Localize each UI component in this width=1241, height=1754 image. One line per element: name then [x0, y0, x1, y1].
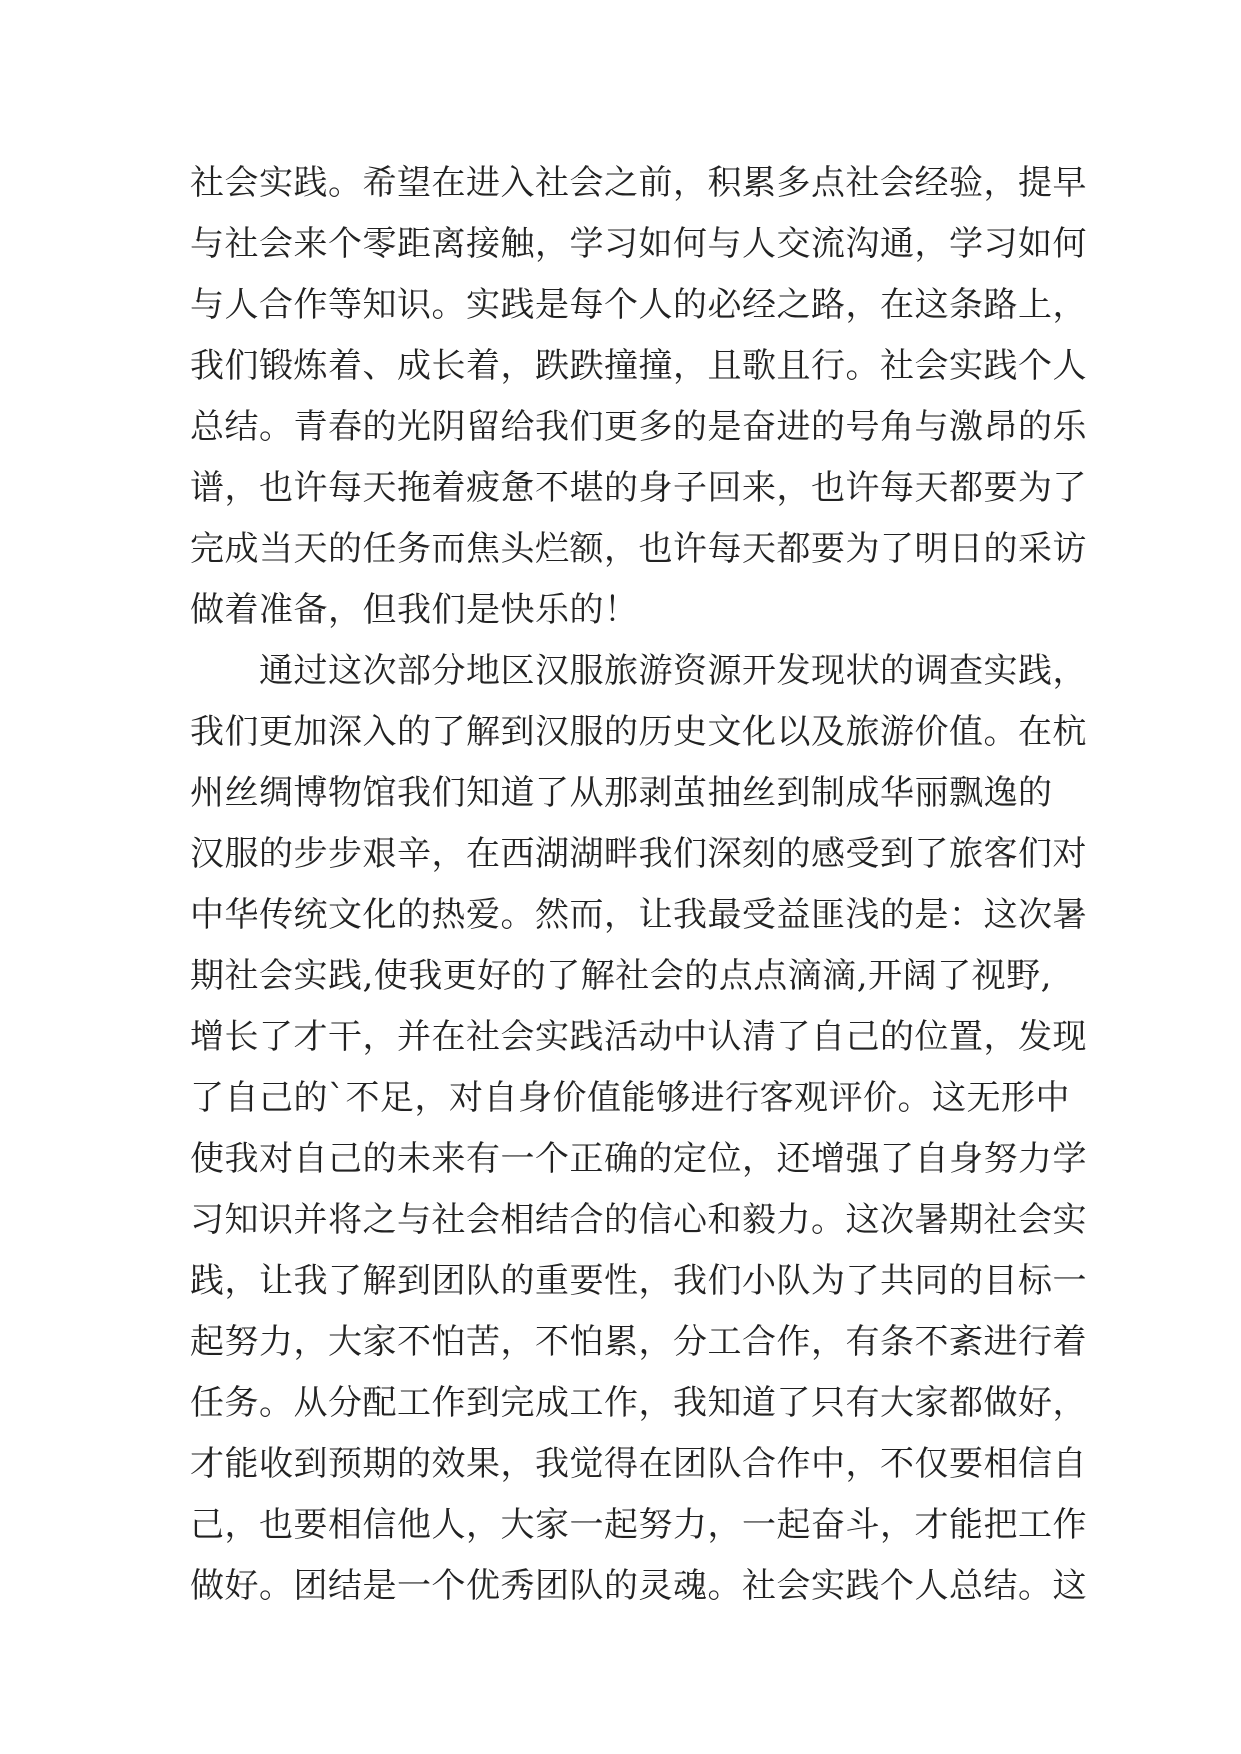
text-line: 增长了才干，并在社会实践活动中认清了自己的位置，发现	[190, 1017, 1087, 1057]
text-line: 与人合作等知识。实践是每个人的必经之路，在这条路上，	[190, 285, 1087, 325]
text-line: 做好。团结是一个优秀团队的灵魂。社会实践个人总结。这	[190, 1566, 1087, 1606]
text-line: 与社会来个零距离接触，学习如何与人交流沟通，学习如何	[190, 224, 1087, 264]
text-line: 我们锻炼着、成长着，跌跌撞撞，且歌且行。社会实践个人	[190, 346, 1087, 386]
text-line: 谱，也许每天拖着疲惫不堪的身子回来，也许每天都要为了	[190, 468, 1087, 508]
text-line: 社会实践。希望在进入社会之前，积累多点社会经验，提早	[190, 163, 1087, 203]
text-line: 期社会实践,使我更好的了解社会的点点滴滴,开阔了视野,	[190, 956, 1052, 996]
text-line: 我们更加深入的了解到汉服的历史文化以及旅游价值。在杭	[190, 712, 1087, 752]
text-line: 汉服的步步艰辛，在西湖湖畔我们深刻的感受到了旅客们对	[190, 834, 1087, 874]
text-line: 中华传统文化的热爱。然而，让我最受益匪浅的是：这次暑	[190, 895, 1087, 935]
document-body	[190, 153, 1087, 1617]
text-line: 通过这次部分地区汉服旅游资源开发现状的调查实践，	[190, 651, 1087, 691]
text-line: 完成当天的任务而焦头烂额，也许每天都要为了明日的采访	[190, 529, 1087, 569]
text-line: 州丝绸博物馆我们知道了从那剥茧抽丝到制成华丽飘逸的	[190, 773, 1053, 813]
text-line: 习知识并将之与社会相结合的信心和毅力。这次暑期社会实	[190, 1200, 1087, 1240]
text-line: 践，让我了解到团队的重要性，我们小队为了共同的目标一	[190, 1261, 1087, 1301]
text-line: 起努力，大家不怕苦，不怕累，分工合作，有条不紊进行着	[190, 1322, 1087, 1362]
text-line: 做着准备，但我们是快乐的！	[190, 590, 639, 630]
text-line: 才能收到预期的效果，我觉得在团队合作中，不仅要相信自	[190, 1444, 1087, 1484]
text-line: 总结。青春的光阴留给我们更多的是奋进的号角与激昂的乐	[190, 407, 1087, 447]
text-line: 使我对自己的未来有一个正确的定位，还增强了自身努力学	[190, 1139, 1087, 1179]
text-line: 己，也要相信他人，大家一起努力，一起奋斗，才能把工作	[190, 1505, 1087, 1545]
text-line: 任务。从分配工作到完成工作，我知道了只有大家都做好，	[190, 1383, 1087, 1423]
text-line: 了自己的`不足，对自身价值能够进行客观评价。这无形中	[190, 1078, 1070, 1118]
